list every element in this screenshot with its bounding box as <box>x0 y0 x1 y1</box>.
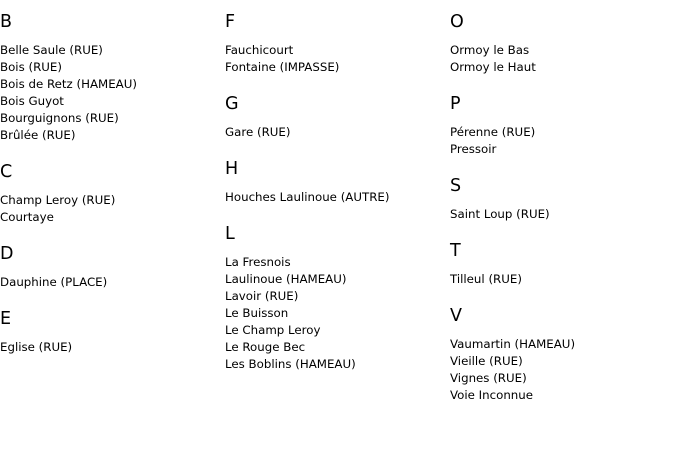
street-item[interactable]: Houches Laulinoue (AUTRE) <box>225 190 390 204</box>
group-v <box>450 306 670 404</box>
street-list <box>450 124 670 158</box>
group-t <box>450 241 670 288</box>
street-list <box>450 206 670 223</box>
letter-heading: B <box>0 12 13 32</box>
street-item[interactable]: Courtaye <box>0 210 54 224</box>
letter-heading: G <box>225 94 239 114</box>
letter-heading: O <box>450 12 464 32</box>
group-g <box>225 94 445 141</box>
street-item[interactable]: Le Rouge Bec <box>225 340 306 354</box>
street-list <box>225 254 445 373</box>
street-item[interactable]: Tilleul (RUE) <box>450 272 522 286</box>
street-item[interactable]: Pérenne (RUE) <box>450 125 536 139</box>
street-item[interactable]: Les Boblins (HAMEAU) <box>225 357 356 371</box>
letter-heading: E <box>0 309 12 329</box>
street-item[interactable]: Fauchicourt <box>225 43 294 57</box>
group-s <box>450 176 670 223</box>
street-item[interactable]: Brûlée (RUE) <box>0 128 76 142</box>
group-e <box>0 309 220 356</box>
column-1 <box>0 12 220 356</box>
street-item[interactable]: Vieille (RUE) <box>450 354 523 368</box>
letter-heading: H <box>225 159 239 179</box>
street-item[interactable]: Ormoy le Haut <box>450 60 536 74</box>
street-item[interactable]: Dauphine (PLACE) <box>0 275 108 289</box>
street-list <box>450 42 670 76</box>
group-l <box>225 224 445 373</box>
street-item[interactable]: La Fresnois <box>225 255 291 269</box>
street-item[interactable]: Belle Saule (RUE) <box>0 43 103 57</box>
group-o <box>450 12 670 76</box>
group-p <box>450 94 670 158</box>
street-list <box>225 42 445 76</box>
street-list <box>225 189 445 206</box>
street-item[interactable]: Bois (RUE) <box>0 60 62 74</box>
street-item[interactable]: Le Buisson <box>225 306 289 320</box>
street-list <box>450 271 670 288</box>
street-item[interactable]: Vaumartin (HAMEAU) <box>450 337 576 351</box>
street-item[interactable]: Eglise (RUE) <box>0 340 73 354</box>
street-item[interactable]: Laulinoue (HAMEAU) <box>225 272 347 286</box>
street-item[interactable]: Pressoir <box>450 142 497 156</box>
street-item[interactable]: Ormoy le Bas <box>450 43 530 57</box>
street-item[interactable]: Vignes (RUE) <box>450 371 527 385</box>
column-3 <box>450 12 670 404</box>
street-list <box>0 274 220 291</box>
letter-heading: F <box>225 12 236 32</box>
street-item[interactable]: Fontaine (IMPASSE) <box>225 60 340 74</box>
street-item[interactable]: Gare (RUE) <box>225 125 291 139</box>
street-list <box>225 124 445 141</box>
street-item[interactable]: Saint Loup (RUE) <box>450 207 550 221</box>
street-list <box>0 192 220 226</box>
group-d <box>0 244 220 291</box>
column-2 <box>225 12 445 373</box>
letter-heading: P <box>450 94 461 114</box>
street-list <box>0 339 220 356</box>
letter-heading: T <box>450 241 461 261</box>
letter-heading: C <box>0 162 13 182</box>
group-f <box>225 12 445 76</box>
street-item[interactable]: Bois de Retz (HAMEAU) <box>0 77 137 91</box>
group-c <box>0 162 220 226</box>
group-h <box>225 159 445 206</box>
group-b <box>0 12 220 144</box>
street-item[interactable]: Bois Guyot <box>0 94 64 108</box>
street-item[interactable]: Bourguignons (RUE) <box>0 111 119 125</box>
street-list <box>450 336 670 404</box>
letter-heading: S <box>450 176 462 196</box>
street-item[interactable]: Lavoir (RUE) <box>225 289 299 303</box>
street-list <box>0 42 220 144</box>
letter-heading: V <box>450 306 462 326</box>
letter-heading: D <box>0 244 14 264</box>
street-item[interactable]: Voie Inconnue <box>450 388 534 402</box>
letter-heading: L <box>225 224 235 244</box>
street-item[interactable]: Le Champ Leroy <box>225 323 321 337</box>
street-item[interactable]: Champ Leroy (RUE) <box>0 193 116 207</box>
